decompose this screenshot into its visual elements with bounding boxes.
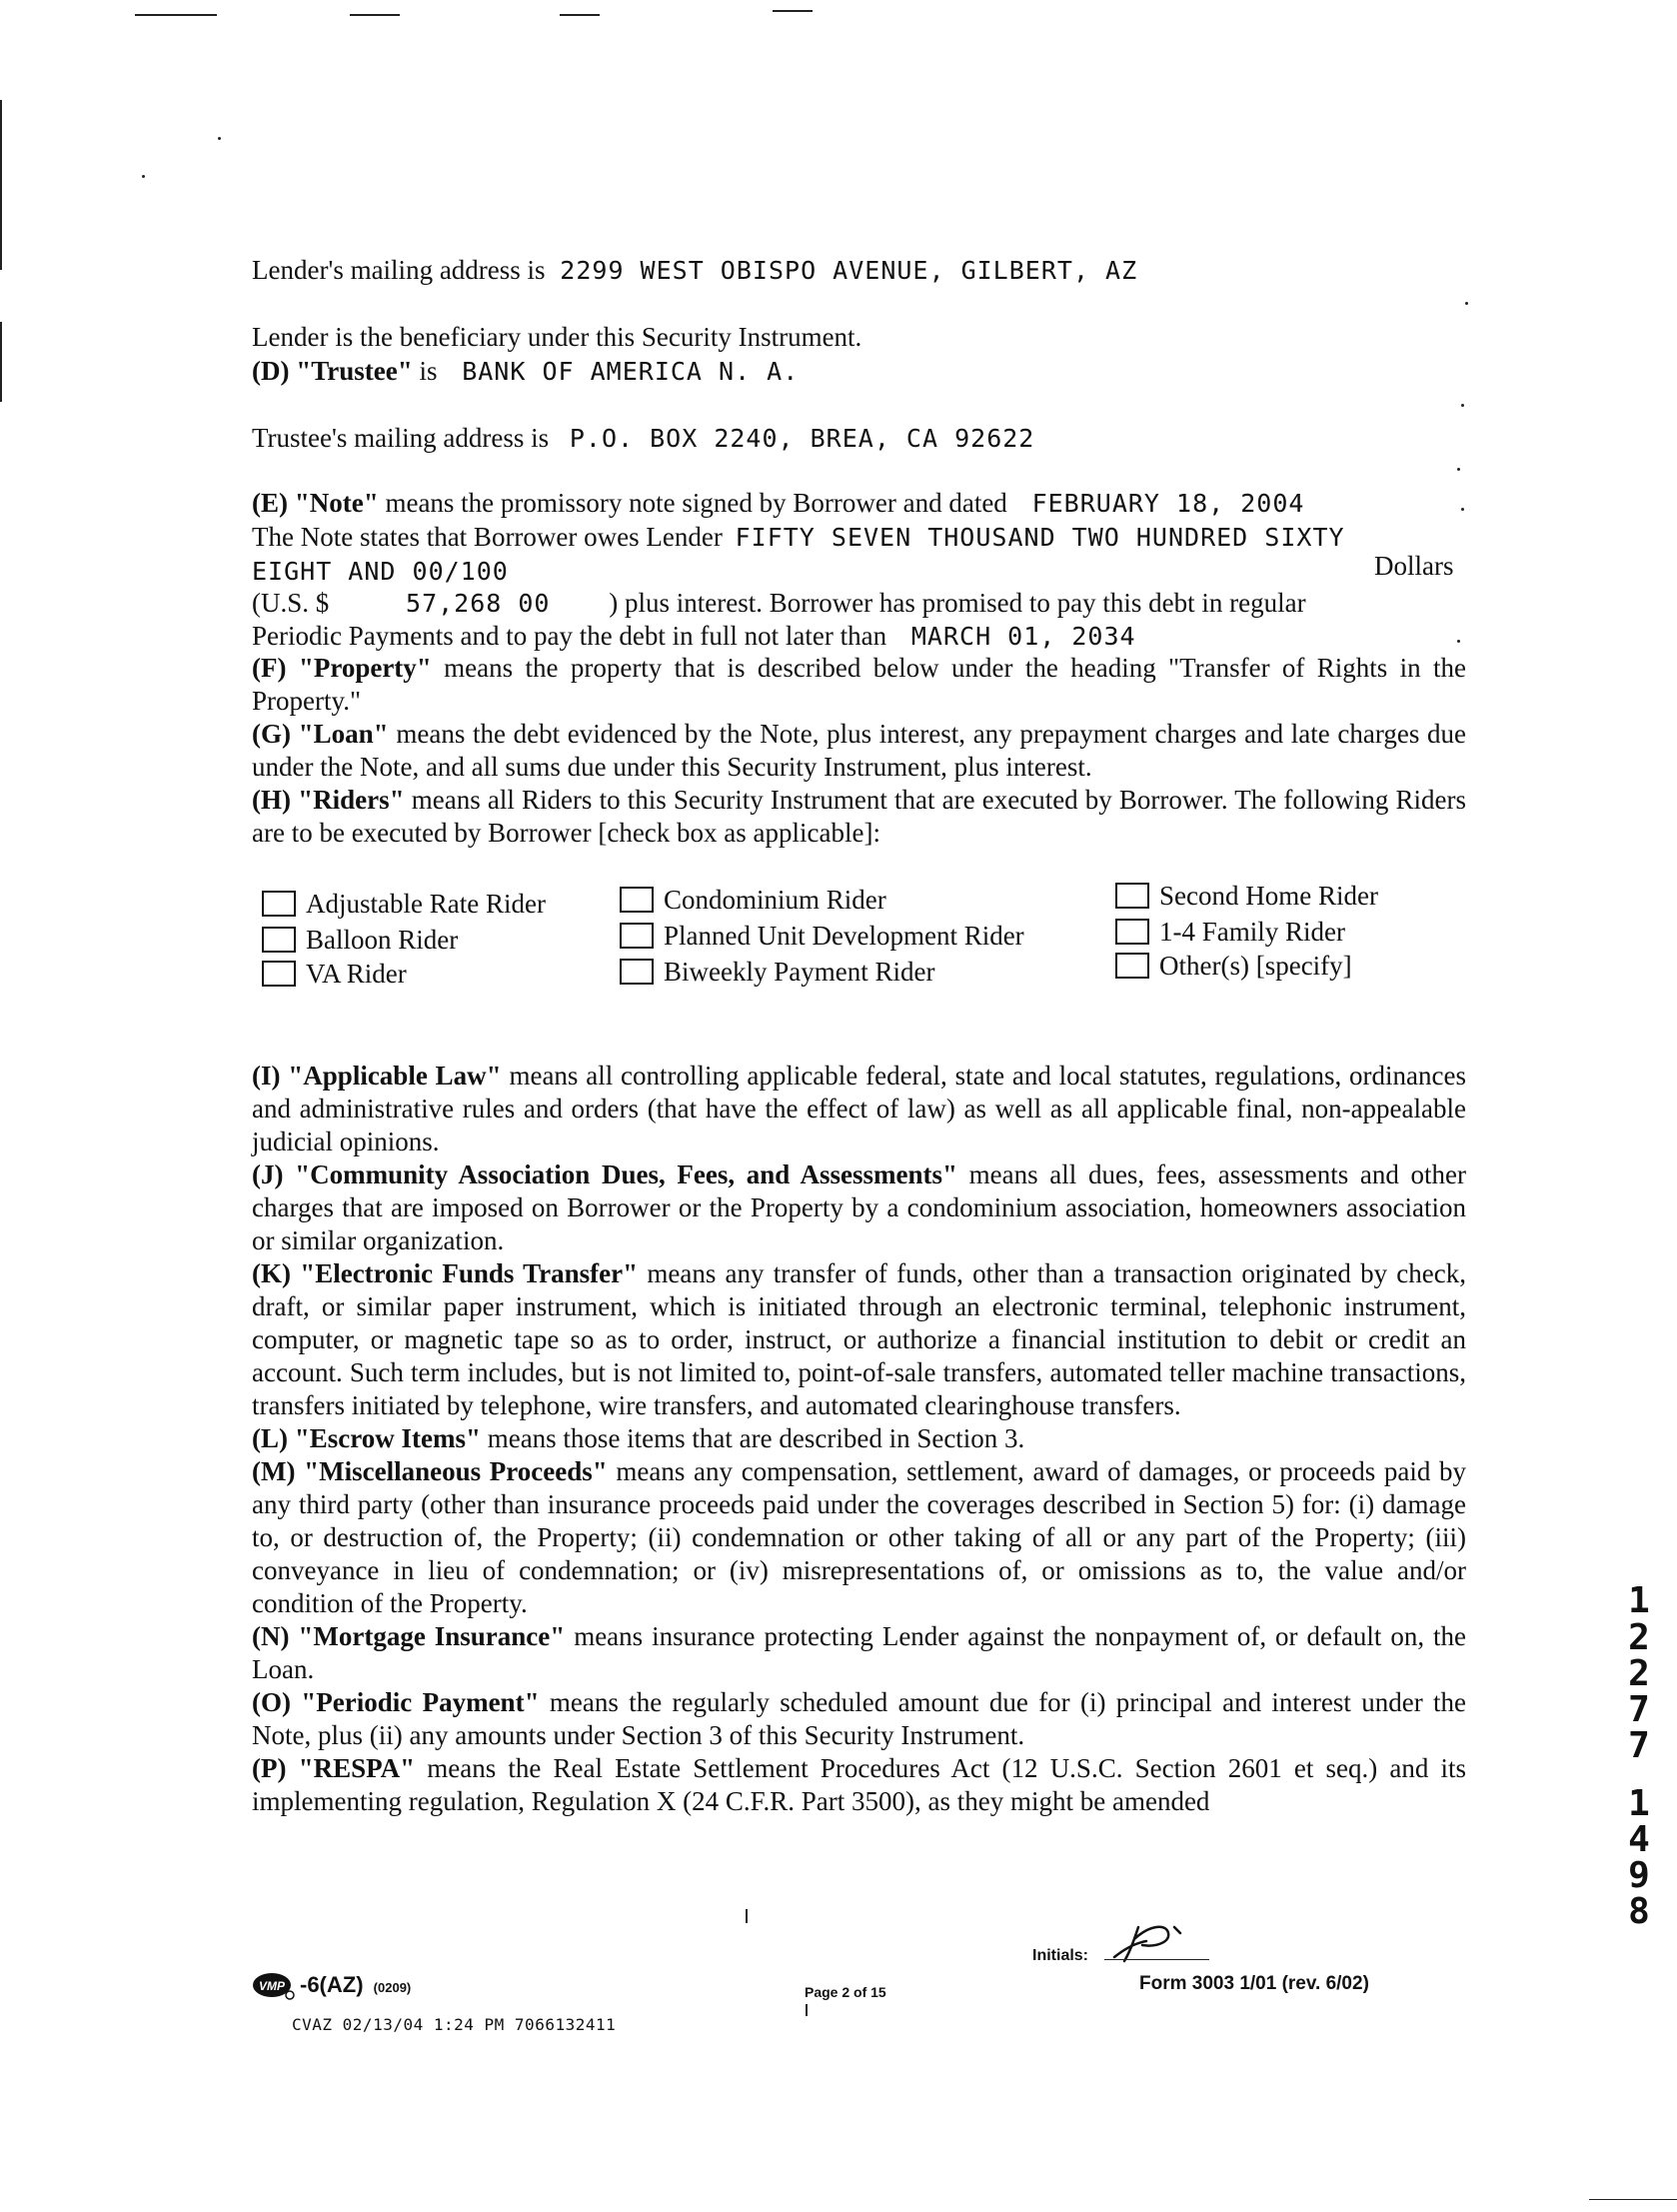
side-digit: 9 — [1628, 1855, 1650, 1896]
definition-text: means those items that are described in Section 3. — [487, 1423, 1025, 1453]
trustee-address-line — [252, 423, 1034, 454]
rider-1-4-family[interactable] — [1115, 916, 1345, 948]
definition-term: (P) "RESPA" — [252, 1753, 416, 1783]
note-us-label: (U.S. $ — [252, 588, 330, 618]
note-date: FEBRUARY 18, 2004 — [1031, 489, 1305, 518]
note-line-4 — [252, 588, 1306, 619]
lender-address-label: Lender's mailing address is — [252, 255, 546, 285]
scan-speck — [1465, 302, 1468, 305]
scan-rule — [1589, 2199, 1677, 2200]
trustee-address-value: P.O. BOX 2240, BREA, CA 92622 — [569, 424, 1035, 453]
trustee-line — [252, 356, 799, 387]
scan-edge — [0, 100, 2, 270]
definition-text: means the regularly scheduled amount due for (i) principal and interest under the Note, plus (ii) any amounts under Section 3 of this Security Instrument. — [252, 1687, 1466, 1750]
rider-second-home[interactable] — [1115, 880, 1378, 912]
definitions-main — [252, 1060, 1466, 1818]
rider-label: Condominium Rider — [664, 884, 886, 915]
note-amount: 57,268 00 — [406, 589, 551, 618]
scan-speck — [218, 137, 221, 140]
definition-respa — [252, 1752, 1466, 1818]
rider-other[interactable] — [1115, 950, 1352, 982]
checkbox[interactable] — [262, 927, 296, 953]
definition-text: means all Riders to this Security Instrument that are executed by Borrower. The following Riders are to be executed by Borrower [check box as applicable]: — [252, 785, 1467, 848]
scan-speck — [1461, 404, 1464, 407]
definition-term: (M) "Miscellaneous Proceeds" — [252, 1456, 608, 1486]
note-term: (E) "Note" — [252, 488, 379, 518]
rider-biweekly-payment[interactable] — [620, 956, 934, 988]
definitions-top — [252, 652, 1466, 850]
side-digit: 7 — [1628, 1689, 1650, 1730]
rider-va[interactable] — [262, 958, 407, 990]
rider-condominium[interactable] — [620, 884, 886, 916]
note-line-5 — [252, 621, 1136, 652]
checkbox[interactable] — [1115, 953, 1149, 979]
side-digit: 2 — [1628, 1617, 1650, 1658]
definition-term: (O) "Periodic Payment" — [252, 1687, 540, 1717]
rider-label: VA Rider — [306, 958, 407, 989]
scan-edge — [0, 322, 2, 402]
side-digit: 1 — [1628, 1783, 1650, 1824]
note-line-2 — [252, 522, 1345, 553]
scan-speck — [1461, 508, 1464, 511]
rider-label: Biweekly Payment Rider — [664, 956, 935, 987]
lender-address-line — [252, 255, 1137, 286]
checkbox[interactable] — [1115, 883, 1149, 909]
side-digit: 8 — [1628, 1891, 1650, 1932]
definition-text: means any compensation, settlement, award of damages, or proceeds paid by any third party (other than insurance proceeds paid under the coverages described in Section 5) for: (i) damage to, or destruction of, the Property; (ii) condemnation or other taking of all or any part of the Property; (iii) conveyance in lieu of condemnation; or (iv) misrepresentations of, or omissions as to, the value and/or condition of the Property. — [252, 1456, 1467, 1618]
definition-property — [252, 652, 1466, 718]
definition-term: (K) "Electronic Funds Transfer" — [252, 1258, 639, 1288]
definition-term: (L) "Escrow Items" — [252, 1423, 481, 1453]
scan-rule — [350, 14, 400, 16]
checkbox[interactable] — [262, 891, 296, 917]
rider-label: 1-4 Family Rider — [1159, 916, 1345, 947]
note-amount-words-2: EIGHT AND 00/100 — [252, 557, 509, 586]
scan-speck — [1457, 640, 1460, 643]
rider-label: Adjustable Rate Rider — [306, 888, 546, 919]
rider-adjustable-rate[interactable] — [262, 888, 546, 920]
side-digit: 1 — [1628, 1580, 1650, 1621]
note-text-1: means the promissory note signed by Borrower and dated — [385, 488, 1007, 518]
rider-balloon[interactable] — [262, 924, 458, 956]
rider-planned-unit-development[interactable] — [620, 920, 1024, 952]
note-text-3: ) plus interest. Borrower has promised to pay this debt in regular — [609, 588, 1306, 618]
scan-speck — [142, 175, 145, 178]
note-text-4: Periodic Payments and to pay the debt in full not later than — [252, 621, 887, 651]
definition-term: (I) "Applicable Law" — [252, 1061, 502, 1091]
scan-speck — [806, 2004, 808, 2016]
page-number: Page 2 of 15 — [805, 1984, 886, 2000]
rider-label: Planned Unit Development Rider — [664, 920, 1024, 951]
side-digit: 4 — [1628, 1819, 1650, 1860]
note-dollars: Dollars — [1374, 551, 1454, 581]
trustee-address-label: Trustee's mailing address is — [252, 423, 550, 453]
definition-mortgage-insurance — [252, 1620, 1466, 1686]
checkbox[interactable] — [620, 923, 654, 949]
scan-rule — [135, 14, 217, 16]
definition-riders — [252, 784, 1466, 850]
checkbox[interactable] — [620, 959, 654, 985]
scan-speck — [746, 1909, 748, 1923]
rider-label: Balloon Rider — [306, 924, 459, 955]
rider-label: Second Home Rider — [1159, 880, 1378, 911]
form-number: Form 3003 1/01 (rev. 6/02) — [1139, 1973, 1369, 1994]
form-code — [300, 1972, 411, 1998]
form-code-label: -6(AZ) — [300, 1972, 364, 1997]
scan-rule — [560, 14, 600, 16]
definition-text: means the debt evidenced by the Note, plus interest, any prepayment charges and late charges due under the Note, and all sums due under this Security Instrument, plus interest. — [252, 719, 1466, 782]
definition-term: (H) "Riders" — [252, 785, 405, 815]
note-text-2: The Note states that Borrower owes Lender — [252, 522, 723, 552]
print-stamp: CVAZ 02/13/04 1:24 PM 7066132411 — [292, 2015, 617, 2034]
note-line-1 — [252, 488, 1304, 519]
definition-electronic-funds-transfer — [252, 1257, 1466, 1422]
initials-label: Initials: — [1032, 1947, 1089, 1964]
definition-escrow-items — [252, 1422, 1466, 1455]
scan-speck — [1457, 468, 1460, 471]
definition-term: (G) "Loan" — [252, 719, 389, 749]
checkbox[interactable] — [262, 961, 296, 987]
svg-text:VMP: VMP — [258, 1979, 286, 1993]
definition-community-association — [252, 1158, 1466, 1257]
trustee-name: BANK OF AMERICA N. A. — [462, 357, 800, 386]
riders-checklist — [262, 880, 1431, 1000]
rider-label: Other(s) [specify] — [1159, 950, 1352, 981]
definition-text: means insurance protecting Lender against the nonpayment of, or default on, the Loan. — [252, 1621, 1466, 1684]
definition-periodic-payment — [252, 1686, 1466, 1752]
trustee-term: (D) "Trustee" — [252, 356, 413, 386]
note-amount-words-1: FIFTY SEVEN THOUSAND TWO HUNDRED SIXTY — [735, 523, 1345, 552]
definition-term: (J) "Community Association Dues, Fees, and Assessments" — [252, 1159, 957, 1189]
initials-line — [1104, 1959, 1209, 1960]
definition-text: means all dues, fees, assessments and other charges that are imposed on Borrower or the Property by a condominium association, homeowners association or similar organization. — [252, 1159, 1467, 1255]
form-code-date: (0209) — [373, 1980, 412, 1995]
checkbox[interactable] — [620, 887, 654, 913]
checkbox[interactable] — [1115, 919, 1149, 945]
definition-text: means all controlling applicable federal, state and local statutes, regulations, ordinances and administrative rules and orders (that have the effect of law) as well as all applicable final, non-appealable judicial opinions. — [252, 1061, 1467, 1156]
definition-text: means the Real Estate Settlement Procedures Act (12 U.S.C. Section 2601 et seq.) and its implementing regulation, Regulation X (24 C.F.R. Part 3500), as they might be amended — [252, 1753, 1466, 1816]
lender-beneficiary: Lender is the beneficiary under this Security Instrument. — [252, 322, 862, 352]
definition-term: (N) "Mortgage Insurance" — [252, 1621, 566, 1651]
side-digit: 2 — [1628, 1653, 1650, 1694]
definition-text: means the property that is described below under the heading "Transfer of Rights in the Property." — [252, 653, 1467, 716]
trustee-is: is — [419, 356, 438, 386]
definition-term: (F) "Property" — [252, 653, 432, 683]
note-due-date: MARCH 01, 2034 — [910, 622, 1136, 651]
definition-text: means any transfer of funds, other than a transaction originated by check, draft, or similar paper instrument, which is initiated through an electronic terminal, telephonic instrument, computer, or magnetic tape so as to order, instruct, or authorize a financial institution to debit or credit an account. Such term includes, but is not limited to, point-of-sale transfers, automated teller machine transactions, transfers initiated by telephone, wire transfers, and automated clearinghouse transfers. — [252, 1258, 1467, 1420]
lender-address-value: 2299 WEST OBISPO AVENUE, GILBERT, AZ — [560, 256, 1138, 285]
side-digit: 7 — [1628, 1725, 1650, 1766]
definition-miscellaneous-proceeds — [252, 1455, 1466, 1620]
definition-loan — [252, 718, 1466, 784]
scan-rule — [773, 10, 813, 12]
definition-applicable-law — [252, 1060, 1466, 1158]
vmp-logo-icon — [252, 1970, 298, 2000]
